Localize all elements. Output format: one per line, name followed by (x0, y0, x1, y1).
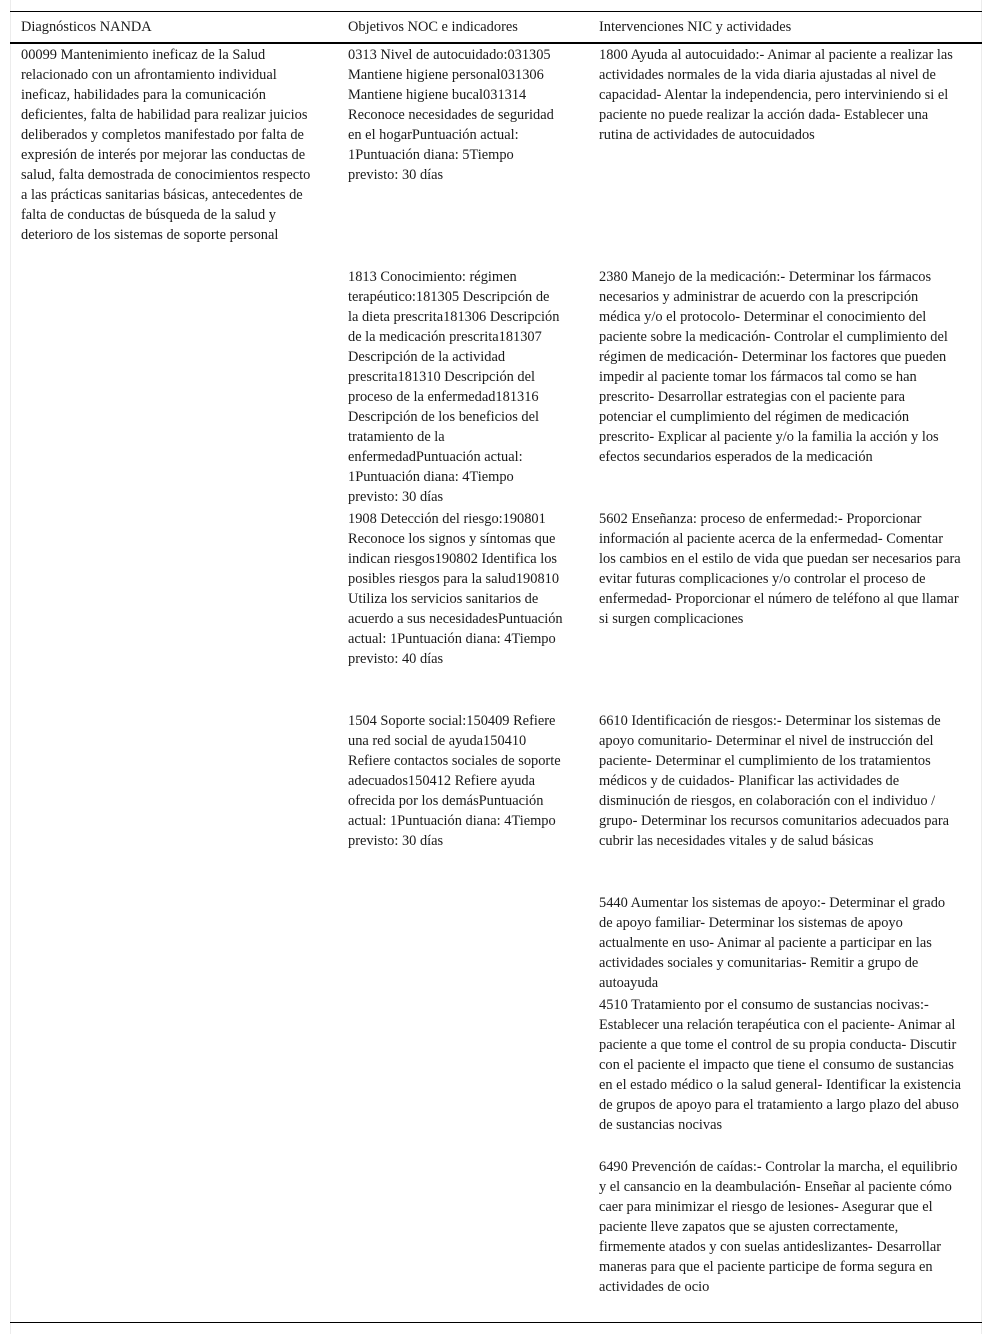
header-nanda: Diagnósticos NANDA (21, 19, 152, 35)
noc-outcome-1908: 1908 Detección del riesgo:190801 Reconoce los signos y síntomas que indican riesgos190802 Identifica los posibles riesgos para la salud190810 Utiliza los servicios sanitarios de acuerdo a sus necesidadesPuntuación actual: 1Puntuación diana: 4Tiempo previsto: 40 días (348, 511, 563, 667)
nanda-diagnosis: 00099 Mantenimiento ineficaz de la Salud relacionado con un afrontamiento individual ineficaz, habilidades para la comunicación deficientes, falta de habilidad para realizar juicios deliberados y completos manifestado por falta de expresión de interés por mejorar las conductas de salud, falta demostrada de conocimientos respecto a las prácticas sanitarias básicas, antecedentes de falta de conductas de búsqueda de la salud y deterioro de los sistemas de soporte personal (21, 47, 311, 243)
nic-intervention-1800: 1800 Ayuda al autocuidado:- Animar al paciente a realizar las actividades normales de la vida diaria ajustadas al nivel de capacidad- Alentar la independencia, pero interviniendo si el paciente no puede realizar la acción dada- Establecer una rutina de actividades de autocuidados (599, 47, 953, 143)
table-top-rule (10, 11, 982, 12)
nic-intervention-2380: 2380 Manejo de la medicación:- Determinar los fármacos necesarios y administrar de acuerdo con la prescripción médica y/o el protocolo- Determinar el conocimiento del paciente sobre la medicación- Controlar el cumplimiento del régimen de medicación- Determinar los factores que pueden impedir al paciente tomar los fármacos tal como se han prescrito- Desarrollar estrategias con el paciente para potenciar el cumplimiento del régimen de medicación prescrito- Explicar al paciente y/o la familia la acción y los efectos secundarios esperados de la medicación (599, 269, 948, 465)
table-header-rule (10, 42, 982, 44)
table-bottom-rule (10, 1322, 982, 1323)
noc-outcome-1813: 1813 Conocimiento: régimen terapéutico:181305 Descripción de la dieta prescrita181306 Descripción de la medicación prescrita181307 Descripción de la actividad prescrita181310 Descripción del proceso de la enfermedad181316 Descripción de los beneficios del tratamiento de la enfermedadPuntuación actual: 1Puntuación diana: 4Tiempo previsto: 30 días (348, 269, 560, 505)
nic-intervention-4510: 4510 Tratamiento por el consumo de sustancias nocivas:- Establecer una relación terapéutica con el paciente- Animar al paciente a que tome el control de su propia conducta- Discutir con el paciente el impacto que tiene el consumo de sustancias en el estado médico o la salud general- Identificar la existencia de grupos de apoyo para el tratamiento a largo plazo del abuso de sustancias nocivas (599, 997, 962, 1133)
nic-intervention-6610: 6610 Identificación de riesgos:- Determinar los sistemas de apoyo comunitario- Determinar el nivel de instrucción del paciente- Determinar el cumplimiento de los tratamientos médicos y de cuidados- Planificar las actividades de disminución de riesgos, en colaboración con el individuo / grupo- Determinar los recursos comunitarios adecuados para cubrir las necesidades vitales y de salud básicas (599, 713, 950, 849)
nic-intervention-5440: 5440 Aumentar los sistemas de apoyo:- Determinar el grado de apoyo familiar- Determinar los sistemas de apoyo actualmente en uso- Animar al paciente a participar en las actividades sociales y comunitarias- Remitir a grupo de autoayuda (599, 895, 946, 991)
nic-intervention-5602: 5602 Enseñanza: proceso de enfermedad:- Proporcionar información al paciente acerca de la enfermedad- Comentar los cambios en el estilo de vida que puedan ser necesarios para evitar futuras complicaciones y/o controlar el proceso de enfermedad- Proporcionar el número de teléfono al que llamar si surgen complicaciones (599, 511, 961, 627)
noc-outcome-1504: 1504 Soporte social:150409 Refiere una red social de ayuda150410 Refiere contactos sociales de soporte adecuados150412 Refiere ayuda ofrecida por los demásPuntuación actual: 1Puntuación diana: 4Tiempo previsto: 30 días (348, 713, 561, 849)
nic-intervention-6490: 6490 Prevención de caídas:- Controlar la marcha, el equilibrio y el cansancio en la deambulación- Enseñar al paciente cómo caer para minimizar el riesgo de lesiones- Asegurar que el paciente lleve zapatos que se ajusten correctamente, firmemente atados y con suelas antideslizantes- Desarrollar maneras para que el paciente participe de forma segura en actividades de ocio (599, 1159, 958, 1295)
noc-outcome-0313: 0313 Nivel de autocuidado:031305 Mantiene higiene personal031306 Mantiene higiene bucal031314 Reconoce necesidades de seguridad en el hogarPuntuación actual: 1Puntuación diana: 5Tiempo previsto: 30 días (348, 47, 554, 183)
header-nic: Intervenciones NIC y actividades (599, 19, 792, 35)
header-noc: Objetivos NOC e indicadores (348, 19, 518, 35)
